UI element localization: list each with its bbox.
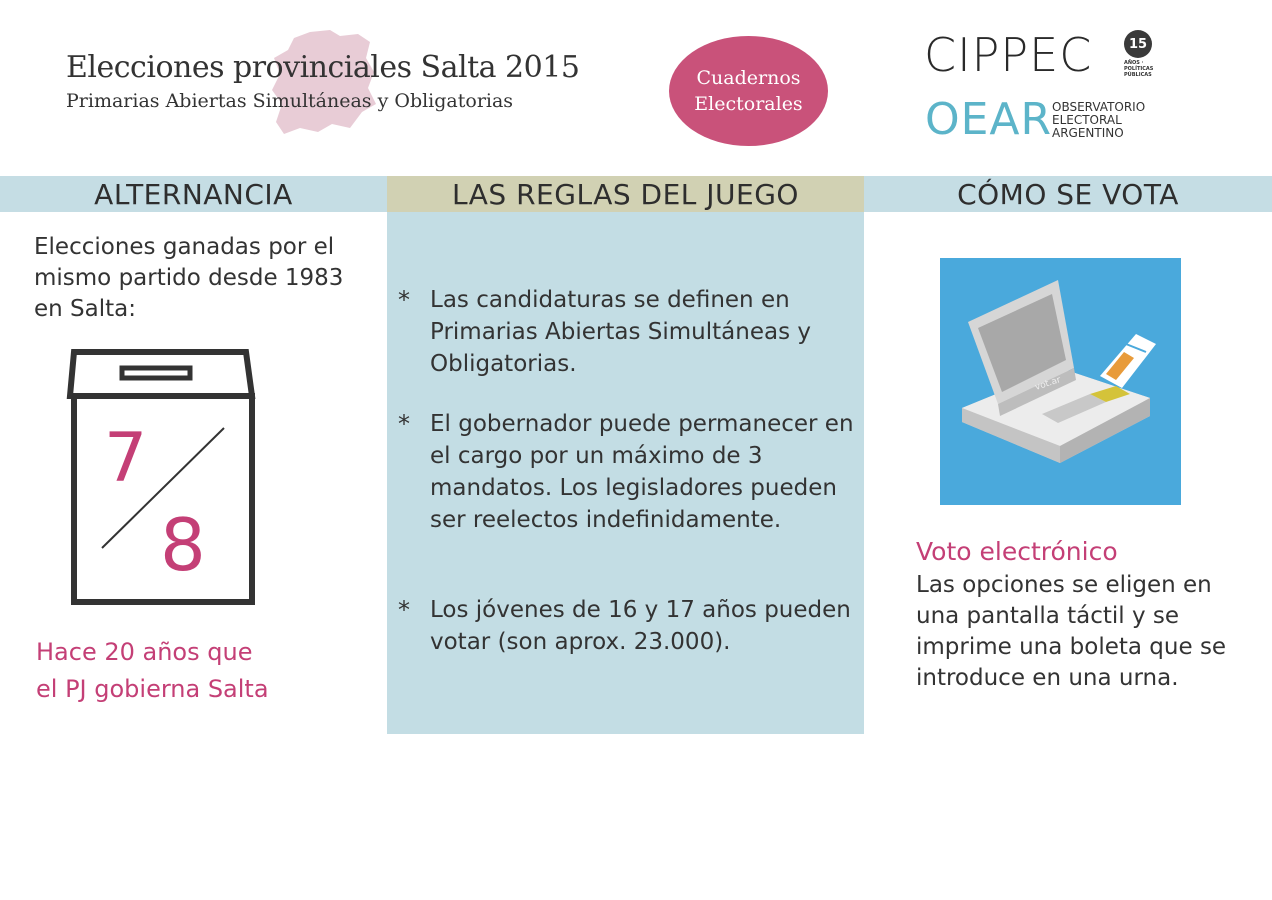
machine-label: vot.ar [1033,375,1063,393]
highlight-line-1: Hace 20 años que [36,638,253,666]
alternancia-highlight [36,634,366,708]
badge-line-1: Cuadernos [696,67,801,89]
asterisk-icon: * [398,286,410,314]
oear-line-2: ELECTORAL [1052,113,1122,127]
alternancia-intro: Elecciones ganadas por el mismo partido desde 1983 en Salta: [34,234,344,322]
fraction-numerator: 7 [104,419,148,498]
oear-line-1: OBSERVATORIO [1052,100,1146,114]
ballot-box-icon [64,348,264,610]
voting-machine-image [940,258,1181,505]
voto-electronico-text: Las opciones se eligen en una pantalla táctil y se imprime una boleta que se introduce en una urna. [916,572,1227,691]
highlight-line-2: el PJ gobierna Salta [36,675,269,703]
rule-item [398,594,858,658]
rule-text: El gobernador puede permanecer en el cargo por un máximo de 3 mandatos. Los legisladores pueden ser reelectos indefinidamente. [430,411,854,533]
cippec-tagline: AÑOS · POLÍTICAS PÚBLICAS [1124,60,1154,78]
cippec-15-years-seal: 15 [1124,30,1152,58]
cuadernos-electorales-badge [669,36,828,146]
rule-text: Los jóvenes de 16 y 17 años pueden votar (son aprox. 23.000). [430,597,851,655]
fraction-denominator: 8 [160,503,206,587]
section-heading-como-se-vota: CÓMO SE VOTA [864,176,1272,212]
rule-item [398,408,858,536]
rule-text: Las candidaturas se definen en Primarias Abiertas Simultáneas y Obligatorias. [430,287,811,377]
page-title: Elecciones provinciales Salta 2015 [66,50,580,85]
cippec-logo: CIPPEC [924,28,1093,82]
rule-item [398,284,858,380]
badge-line-2: Electorales [694,93,803,115]
asterisk-icon: * [398,596,410,624]
voto-electronico-title: Voto electrónico [916,537,1118,566]
oear-name [1052,101,1145,140]
page-subtitle: Primarias Abiertas Simultáneas y Obligatorias [66,90,514,112]
section-heading-alternancia: ALTERNANCIA [0,176,387,212]
oear-line-3: ARGENTINO [1052,126,1124,140]
oear-logo: OEAR [925,94,1053,145]
asterisk-icon: * [398,410,410,438]
section-heading-reglas: LAS REGLAS DEL JUEGO [387,176,864,212]
